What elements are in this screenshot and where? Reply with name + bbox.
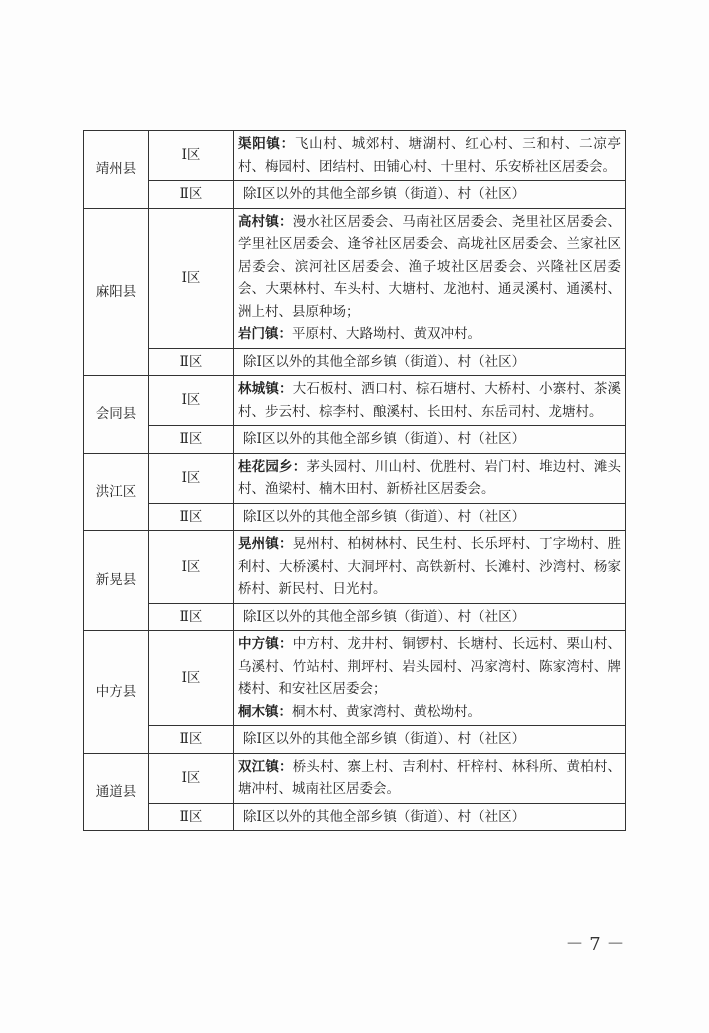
zone-1-description — [234, 131, 626, 181]
village-list: 平原村、大路坳村、黄双冲村。 — [292, 326, 481, 342]
zone-table-body — [84, 131, 626, 831]
town-entry — [238, 323, 621, 346]
zone-1-description — [234, 376, 626, 426]
village-list: 桐木村、黄家湾村、黄松坳村。 — [292, 703, 481, 720]
zone-2-description: 除Ⅰ区以外的其他全部乡镇（街道）、村（社区） — [234, 803, 626, 831]
zone-1-description — [234, 631, 626, 726]
zone-2-description: 除Ⅰ区以外的其他全部乡镇（街道）、村（社区） — [234, 726, 626, 754]
town-entry — [238, 756, 621, 801]
town-name: 高村镇： — [238, 213, 293, 230]
table-row — [84, 631, 626, 726]
table-row — [84, 726, 626, 754]
town-entry — [238, 633, 621, 701]
county-cell: 洪江区 — [84, 453, 149, 531]
zone-1-description — [234, 753, 626, 803]
zone-1-label: Ⅰ区 — [149, 208, 234, 348]
town-entry — [238, 378, 621, 423]
zone-2-label: Ⅱ区 — [149, 426, 234, 454]
zone-2-description: 除Ⅰ区以外的其他全部乡镇（街道）、村（社区） — [234, 426, 626, 454]
zone-2-description: 除Ⅰ区以外的其他全部乡镇（街道）、村（社区） — [234, 603, 626, 631]
zone-2-label: Ⅱ区 — [149, 603, 234, 631]
county-cell: 通道县 — [84, 753, 149, 831]
town-name: 林城镇： — [238, 381, 293, 397]
town-name: 桂花园乡： — [238, 458, 307, 475]
zone-2-label: Ⅱ区 — [149, 503, 234, 531]
town-name: 晃州镇： — [238, 536, 293, 552]
county-cell: 中方县 — [84, 631, 149, 754]
table-row — [84, 453, 626, 503]
zone-table — [83, 130, 626, 831]
table-row — [84, 348, 626, 376]
town-name: 双江镇： — [238, 758, 293, 775]
table-row — [84, 426, 626, 454]
zone-1-label: Ⅰ区 — [149, 453, 234, 503]
town-name: 中方镇： — [238, 636, 293, 652]
zone-1-description — [234, 208, 626, 348]
zone-2-label: Ⅱ区 — [149, 726, 234, 754]
zone-1-label: Ⅰ区 — [149, 753, 234, 803]
town-name: 桐木镇： — [238, 703, 292, 720]
zone-1-description — [234, 453, 626, 503]
zone-1-description — [234, 531, 626, 604]
town-entry — [238, 701, 621, 724]
zone-2-label: Ⅱ区 — [149, 348, 234, 376]
table-row — [84, 503, 626, 531]
page-number: － 7 － — [565, 934, 625, 955]
town-entry — [238, 456, 621, 501]
village-list: 大石板村、洒口村、棕石塘村、大桥村、小寨村、茶溪村、步云村、棕李村、酿溪村、长田村、东岳司村、龙塘村。 — [238, 381, 622, 420]
zone-1-label: Ⅰ区 — [149, 376, 234, 426]
town-entry — [238, 533, 621, 601]
zone-2-description: 除Ⅰ区以外的其他全部乡镇（街道）、村（社区） — [234, 348, 626, 376]
zone-2-label: Ⅱ区 — [149, 803, 234, 831]
table-row — [84, 131, 626, 181]
table-row — [84, 181, 626, 209]
zone-2-description: 除Ⅰ区以外的其他全部乡镇（街道）、村（社区） — [234, 181, 626, 209]
village-list: 飞山村、城郊村、塘湖村、红心村、三和村、二凉亭村、梅园村、团结村、田铺心村、十里村、乐安桥社区居委会。 — [238, 136, 622, 175]
county-cell: 麻阳县 — [84, 208, 149, 376]
village-list: 茅头园村、川山村、优胜村、岩门村、堆边村、滩头村、渔梁村、楠木田村、新桥社区居委会。 — [238, 458, 622, 497]
village-list: 桥头村、寨上村、吉利村、杆梓村、林科所、黄柏村、塘冲村、城南社区居委会。 — [238, 758, 622, 797]
table-row — [84, 208, 626, 348]
town-name: 岩门镇： — [238, 326, 292, 342]
zone-2-description: 除Ⅰ区以外的其他全部乡镇（街道）、村（社区） — [234, 503, 626, 531]
town-name: 渠阳镇： — [238, 136, 295, 152]
county-cell: 靖州县 — [84, 131, 149, 209]
village-list: 漫水社区居委会、马南社区居委会、尧里社区居委会、学里社区居委会、逢爷社区居委会、高垅社区居委会、兰家社区居委会、滨河社区居委会、渔子坡社区居委会、兴隆社区居委会、大栗林村、车头村、大塘村、龙池村、通灵溪村、通溪村、洲上村、县原种场； — [238, 213, 622, 320]
county-cell: 新晃县 — [84, 531, 149, 631]
table-row — [84, 603, 626, 631]
town-entry — [238, 211, 621, 324]
town-entry — [238, 133, 621, 178]
zone-1-label: Ⅰ区 — [149, 531, 234, 604]
table-row — [84, 376, 626, 426]
village-list: 中方村、龙井村、铜锣村、长塘村、长远村、栗山村、乌溪村、竹站村、荆坪村、岩头园村、冯家湾村、陈家湾村、牌楼村、和安社区居委会； — [238, 636, 622, 697]
county-cell: 会同县 — [84, 376, 149, 454]
zone-1-label: Ⅰ区 — [149, 631, 234, 726]
table-row — [84, 753, 626, 803]
table-row — [84, 803, 626, 831]
zone-2-label: Ⅱ区 — [149, 181, 234, 209]
table-row — [84, 531, 626, 604]
zone-1-label: Ⅰ区 — [149, 131, 234, 181]
village-list: 晃州村、柏树林村、民生村、长乐坪村、丁字坳村、胜利村、大桥溪村、大洞坪村、高铁新村、长滩村、沙湾村、杨家桥村、新民村、日光村。 — [238, 536, 622, 597]
